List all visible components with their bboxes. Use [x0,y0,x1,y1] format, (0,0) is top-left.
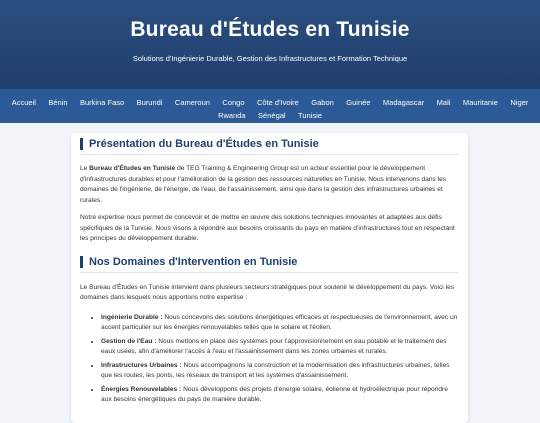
expertise-paragraph: Notre expertise nous permet de concevoir et de mettre en œuvre des solutions techniques innovantes et adaptées aux défis spécifiques de la Tunisie. Nous visons à répondre aux besoins croissants du pays en matière d'infrastructures tout en respectant les principes du développement durable. [80,214,455,242]
list-item-infrastructures-urbaines [101,361,459,382]
list-item-ingenierie-durable [101,313,459,334]
domains-list [80,313,459,406]
list-item-text: Nous concevons des solutions énergétiques efficaces et respectueuses de l'environnement, avec un accent particulier sur les énergies renouvelables telles que le solaire et l'éolien. [101,313,458,331]
domains-intro-paragraph: Le Bureau d'Études en Tunisie intervient dans plusieurs secteurs stratégiques pour soutenir le développement du pays. Voici les domaines dans lesquels nous apportons notre expertise : [80,283,455,301]
section-title-domaines: Nos Domaines d'Intervention en Tunisie [80,256,459,268]
nav-link-congo[interactable]: Congo [222,98,245,107]
nav-link-mali[interactable]: Mali [436,98,451,107]
nav-link-rwanda[interactable]: Rwanda [218,111,246,120]
section-divider [80,272,459,273]
list-item-text: Nous accompagnons la construction et la modernisation des infrastructures urbaines, telles que les routes, les ponts, les réseaux de transport et les systèmes d'assainissement. [101,361,450,379]
nav-link-mauritanie[interactable]: Mauritanie [462,98,498,107]
content-card [71,133,468,423]
nav-link-gabon[interactable]: Gabon [311,98,334,107]
nav-link-accueil[interactable]: Accueil [11,98,36,107]
nav-link-benin[interactable]: Bénin [48,98,68,107]
intro-bold-name: Bureau d'Études en Tunisie [89,165,176,172]
nav-link-guinee[interactable]: Guinée [346,98,371,107]
list-item-gestion-eau [101,337,459,358]
nav-link-cote-divoire[interactable]: Côte d'Ivoire [256,98,299,107]
site-tagline: Solutions d'Ingénierie Durable, Gestion des Infrastructures et Formation Technique [132,54,408,63]
nav-link-cameroun[interactable]: Cameroun [174,98,210,107]
list-item-label: Énergies Renouvelables : [101,385,182,393]
section-divider [80,154,459,155]
main-nav [0,89,540,123]
nav-link-burkina-faso[interactable]: Burkina Faso [79,98,125,107]
nav-link-niger[interactable]: Niger [510,98,529,107]
list-item-label: Infrastructures Urbaines : [101,361,182,369]
list-item-text: Nous développons des projets d'énergie solaire, éolienne et hydroélectrique pour répondre aux besoins énergétiques du pays de manière durable. [101,385,448,403]
nav-link-senegal[interactable]: Sénégal [258,111,286,120]
site-title: Bureau d'Études en Tunisie [130,18,410,41]
nav-link-madagascar[interactable]: Madagascar [382,98,425,107]
intro-text-start: Le [80,165,90,172]
intro-text-rest: de TEG Training & Engineering Group est un acteur essentiel pour le développement d'infrastructures durables et pour l'amélioration de la gestion des ressources naturelles en Tunisie. Nous intervenons dans les domaines de l'ingénierie, de l'énergie, de l'eau, de l'assainissement, ainsi que dans la gestion des infrastructures urbaines et rurales. [80,165,447,204]
nav-link-burundi[interactable]: Burundi [136,98,163,107]
list-item-label: Gestion de l'Eau : [101,337,157,345]
list-item-energies-renouvelables [101,385,459,406]
site-header [0,0,540,89]
nav-link-tunisie[interactable]: Tunisie [298,111,322,120]
intro-paragraph [80,164,459,206]
section-title-presentation: Présentation du Bureau d'Études en Tunisie [80,138,459,150]
list-item-label: Ingénierie Durable : [101,313,163,321]
list-item-text: Nous mettons en place des systèmes pour l'approvisionnement en eau potable et le traitement des eaux usées, afin d'améliorer l'accès à l'eau et l'assainissement dans les zones urbaines et rurales. [101,337,447,355]
